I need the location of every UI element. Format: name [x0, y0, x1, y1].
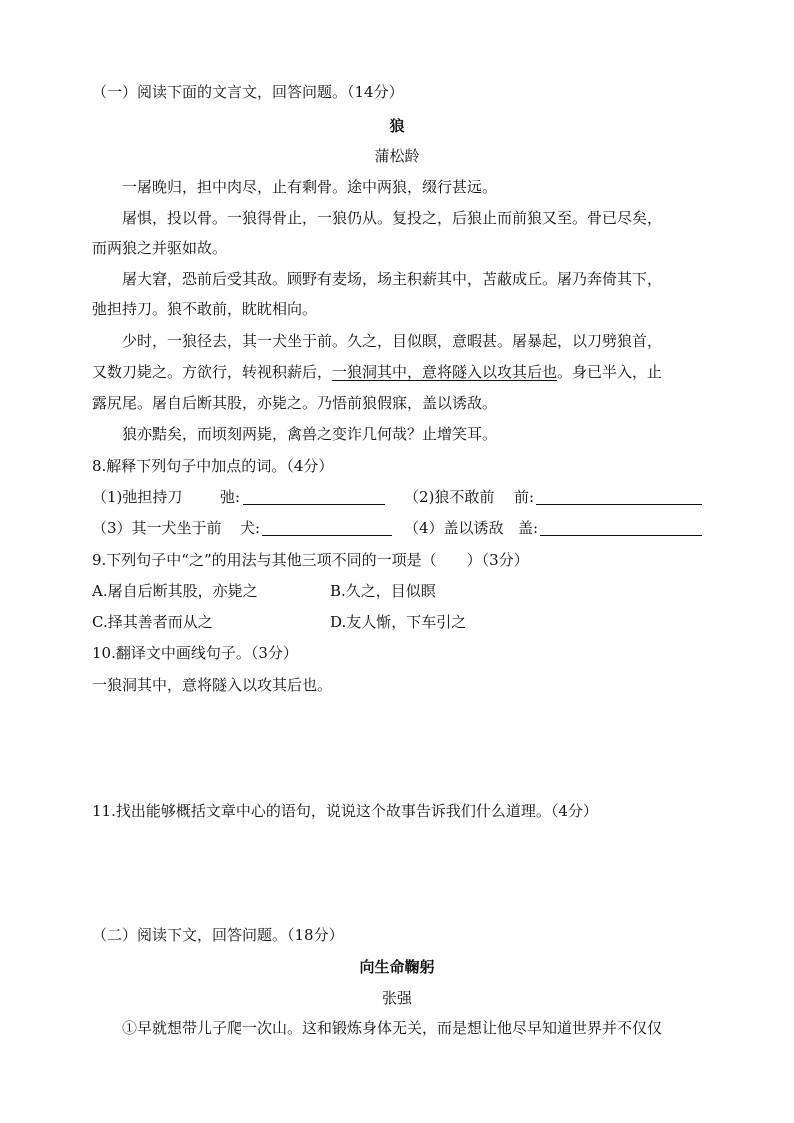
paragraph-4-line-3: 露尻尾。屠自后断其股，亦毙之。乃悟前狼假寐，盖以诱敌。	[92, 394, 498, 412]
question-9: 9.下列句子中“之”的用法与其他三项不同的一项是（ ）（3分）	[92, 551, 529, 569]
q9-option-d[interactable]: D.友人惭，下车引之	[330, 613, 467, 631]
paragraph-4-text-pre: 又数刀毙之。方欲行，转视积薪后，	[92, 363, 333, 381]
section-2-title: 向生命鞠躬	[359, 958, 435, 976]
paragraph-4-text-post: 。身已半入，止	[557, 363, 663, 381]
q8-item-1-word: 弛:	[220, 488, 241, 506]
underlined-sentence: 一狼洞其中，意将隧入以攻其后也	[332, 363, 558, 381]
q8-answer-4-blank[interactable]	[540, 519, 702, 536]
paragraph-4-line-2	[92, 362, 662, 382]
q9-option-a[interactable]: A.屠自后断其股，亦毙之	[92, 582, 258, 600]
q8-item-3: （3）其一犬坐于前	[92, 519, 222, 537]
section-1-heading: （一）阅读下面的文言文，回答问题。（14分）	[92, 83, 404, 101]
paragraph-5: 狼亦黠矣，而顷刻两毙，禽兽之变诈几何哉？止增笑耳。	[122, 425, 498, 443]
q8-answer-3-blank[interactable]	[262, 519, 392, 536]
q10-sentence: 一狼洞其中，意将隧入以攻其后也。	[92, 676, 333, 694]
section-2-heading: （二）阅读下文，回答问题。（18分）	[92, 926, 344, 944]
paragraph-4-line-1: 少时，一狼径去，其一犬坐于前。久之，目似瞑，意暇甚。屠暴起，以刀劈狼首，	[122, 332, 663, 350]
paragraph-1: 一屠晚归，担中肉尽，止有剩骨。途中两狼，缀行甚远。	[122, 178, 498, 196]
q9-option-b[interactable]: B.久之，目似瞑	[330, 582, 436, 600]
section-2-paragraph-1: ①早就想带儿子爬一次山。这和锻炼身体无关，而是想让他尽早知道世界并不仅仅	[122, 1019, 663, 1037]
q8-item-4-word: 盖:	[518, 519, 539, 537]
q8-item-3-word: 犬:	[240, 519, 261, 537]
passage-author: 蒲松龄	[374, 147, 420, 165]
question-10: 10.翻译文中画线句子。（3分）	[92, 644, 298, 662]
q8-item-4: （4）盖以诱敌	[404, 519, 504, 537]
question-8: 8.解释下列句子中加点的词。（4分）	[92, 457, 334, 475]
paragraph-3-line-2: 弛担持刀。狼不敢前，眈眈相向。	[92, 300, 318, 318]
paragraph-3-line-1: 屠大窘，恐前后受其敌。顾野有麦场，场主积薪其中，苫蔽成丘。屠乃奔倚其下，	[122, 270, 663, 288]
q8-item-2-word: 前:	[514, 488, 535, 506]
q8-answer-1-blank[interactable]	[243, 488, 385, 505]
passage-title: 狼	[389, 117, 405, 135]
q8-item-1: （1)弛担持刀	[92, 488, 183, 506]
q8-answer-2-blank[interactable]	[536, 488, 702, 505]
section-2-author: 张强	[381, 989, 412, 1007]
paragraph-2-line-2: 而两狼之并驱如故。	[92, 239, 228, 257]
q9-option-c[interactable]: C.择其善者而从之	[92, 613, 213, 631]
question-11: 11.找出能够概括文章中心的语句，说说这个故事告诉我们什么道理。（4分）	[92, 802, 598, 820]
paragraph-2-line-1: 屠惧，投以骨。一狼得骨止，一狼仍从。复投之，后狼止而前狼又至。骨已尽矣，	[122, 209, 663, 227]
q8-item-2: （2)狼不敢前	[404, 488, 495, 506]
